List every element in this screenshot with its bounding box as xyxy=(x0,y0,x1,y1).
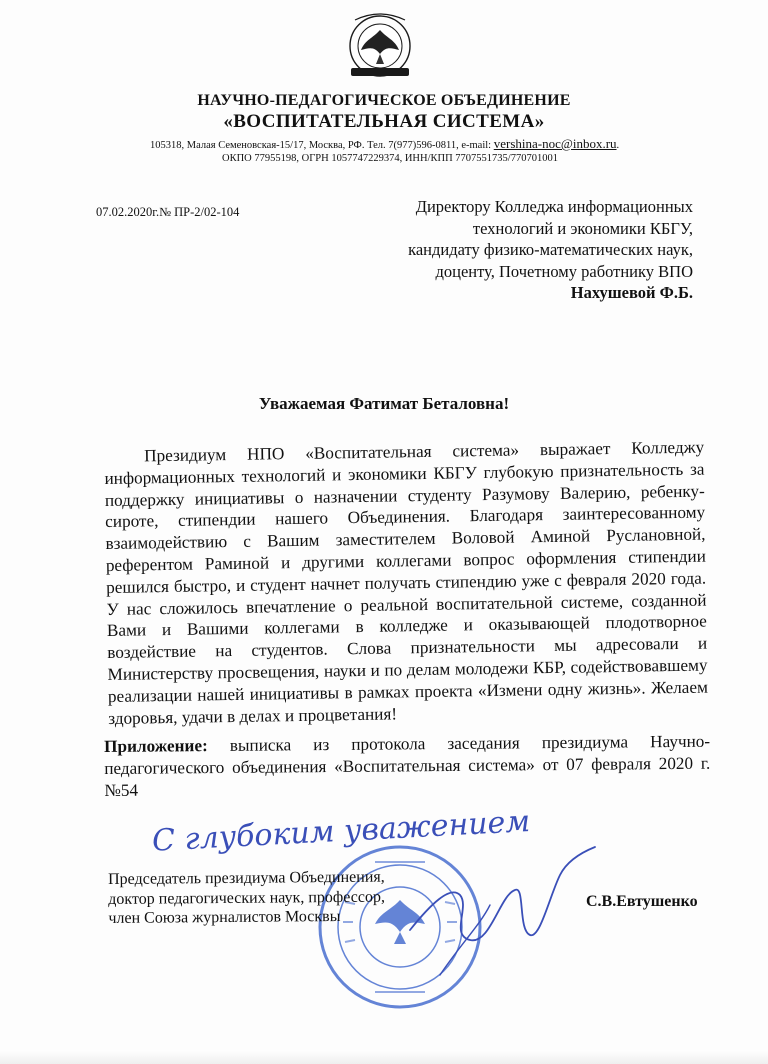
addressee-block xyxy=(273,196,693,304)
org-system-name: «ВОСПИТАТЕЛЬНАЯ СИСТЕМА» xyxy=(223,111,545,132)
address-end: . xyxy=(616,140,620,151)
ornament-logo-icon xyxy=(343,10,417,90)
addressee-line: кандидату физико-математических наук, xyxy=(408,240,693,259)
org-address xyxy=(150,136,619,152)
scan-bottom-edge xyxy=(0,1050,768,1064)
addressee-line: технологий и экономики КБГУ, xyxy=(472,218,693,238)
appendix-label: Приложение: xyxy=(104,736,208,756)
letter-reference: 07.02.2020г.№ ПР-2/02-104 xyxy=(96,205,240,219)
chair-line: доктор педагогических наук, профессор, xyxy=(108,888,386,908)
salutation: Уважаемая Фатимат Беталовна! xyxy=(258,394,510,413)
org-name: НАУЧНО-ПЕДАГОГИЧЕСКОЕ ОБЪЕДИНЕНИЕ xyxy=(197,92,571,109)
address-text: 105318, Малая Семеновская-15/17, Москва, РФ. Тел. 7(977)596-0811, e-mail: xyxy=(150,140,494,151)
org-registration-codes: ОКПО 77955198, ОГРН 1057747229374, ИНН/КПП 7707551735/770701001 xyxy=(222,153,558,164)
addressee-line: Директору Колледжа информационных xyxy=(415,197,693,216)
letter-body: Президиум НПО «Воспитательная система» выражает Колледжу информационных технологий и экономики КБГУ глубокую признательность за поддержку инициативы о назначении студенту Разумову Валерию, ребенку-сироте, стипендии нашего Объединения. Благодаря заинтересованному взаимодействию с Вашим заместителем Воловой Аминой Руслановной, референтом Раминой и другими коллегами вопрос оформления стипендии решился быстро, и студент начнет получать стипендию уже с февраля 2020 года. У нас сложилось впечатление о реальной воспитательной системе, созданной Вами и Вашими коллегами в колледже и оказывающей плодотворное воздействие на студентов. Слова признательности мы адресовали и Министерству просвещения, науки и по делам молодежи КБР, содействовавшему реализации нашей инициативы в рамках проекта «Измени одну жизнь». Желаем здоровья, удачи в делах и процветания! xyxy=(104,437,709,728)
signer-name: С.В.Евтушенко xyxy=(586,893,698,910)
appendix xyxy=(104,731,711,802)
appendix-text: выписка из протокола заседания президиума Научно-педагогического объединения «Воспитательная система» от 07 февраля 2020 г. №54 xyxy=(104,731,711,800)
addressee-name: Нахушевой Ф.Б. xyxy=(570,283,693,302)
chair-title-block xyxy=(108,868,385,929)
email-link[interactable]: vershina-noc@inbox.ru xyxy=(493,136,617,151)
addressee-line: доценту, Почетному работнику ВПО xyxy=(435,261,693,281)
chair-line: Председатель президиума Объединения, xyxy=(108,868,385,888)
chair-line: член Союза журналистов Москвы xyxy=(108,907,341,927)
handwritten-note-text: С глубоким уважением xyxy=(151,804,531,859)
handwritten-signature-icon xyxy=(400,835,600,985)
